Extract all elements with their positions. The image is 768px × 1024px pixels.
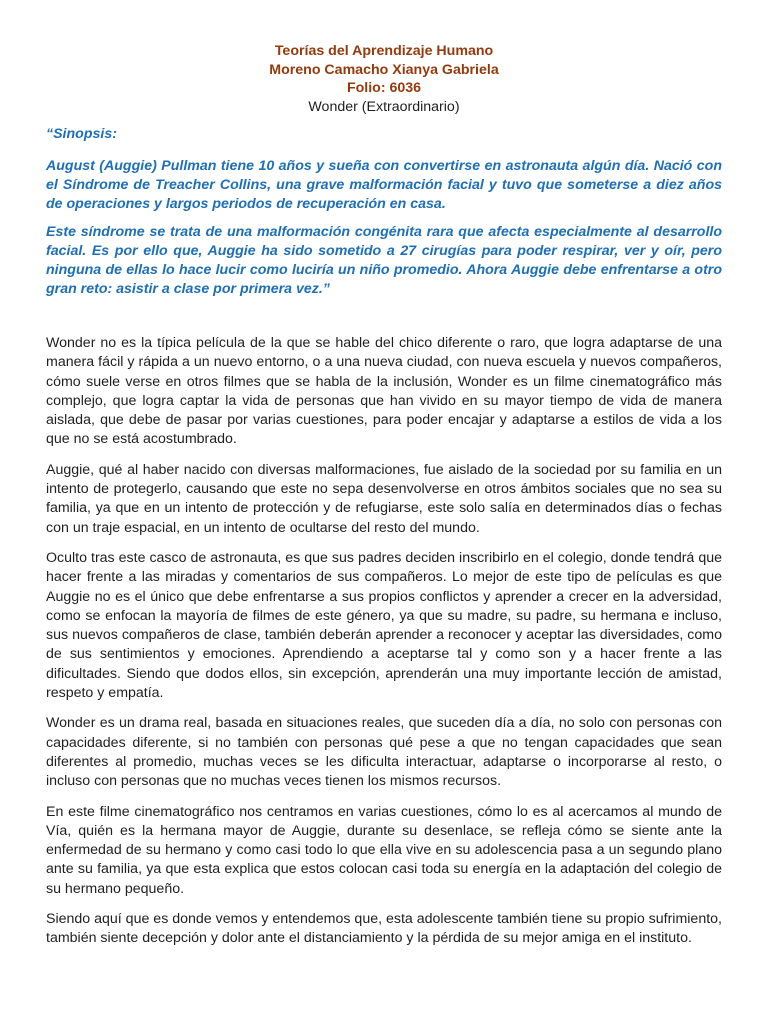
body-paragraph: Auggie, qué al haber nacido con diversas malformaciones, fue aislado de la sociedad por su familia en un intento de protegerlo, causando que este no sepa desenvolverse en otros ámbitos sociales que no sea su familia, ya que en un intento de protección y de refugiarse, este solo salía en determinados días o fechas con un traje espacial, en un intento de ocultarse del resto del mundo. [46, 461, 722, 536]
body-paragraph: Wonder es un drama real, basada en situaciones reales, que suceden día a día, no solo con personas con capacidades diferente, si no también con personas qué pese a que no tengan capacidades que sean diferentes al promedio, muchas veces se les dificulta interactuar, adaptarse o incorporarse al resto, o incluso con personas que no muchas veces tienen los mismos recursos. [46, 715, 722, 790]
course-title: Teorías del Aprendizaje Humano [274, 43, 494, 59]
synopsis-section [46, 125, 722, 299]
body-paragraph: En este filme cinematográfico nos centramos en varias cuestiones, cómo lo es al acercamos al mundo de Vía, quién es la hermana mayor de Auggie, durante su desenlace, se refleja cómo se siente ante la enfermedad de su hermano y como casi todo lo que ella vive en su adolescencia pasa a un segundo plano ante su familia, ya que esta explica que estos colocan casi toda su energía en la adaptación del colegio de su hermano pequeño. [46, 803, 722, 897]
document-header [46, 42, 722, 116]
film-title: Wonder (Extraordinario) [308, 98, 460, 115]
synopsis-paragraph: Este síndrome se trata de una malformación congénita rara que afecta especialmente al desarrollo facial. Es por ello que, Auggie ha sido sometido a 27 cirugías para poder respirar, ver y oír, pero ninguna de ellas lo hace lucir como luciría un niño promedio. Ahora Auggie debe enfrentarse a otro gran reto: asistir a clase por primera vez.” [46, 224, 722, 297]
document-page [46, 42, 722, 960]
body-paragraph: Wonder no es la típica película de la que se hable del chico diferente o raro, que logra adaptarse de una manera fácil y rápida a un nuevo entorno, o a una nueva ciudad, con nueva escuela y nuevos compañeros, cómo suele verse en otros filmes que se habla de la inclusión, Wonder es un filme cinematográfico más complejo, que logra captar la vida de personas que han vivido en su mayor tiempo de vida de manera aislada, que debe de pasar por varias cuestiones, para poder encajar y adaptarse a estilos de vida a los que no se está acostumbrado. [46, 335, 722, 448]
folio-number: Folio: 6036 [346, 80, 422, 96]
body-paragraph: Siendo aquí que es donde vemos y entendemos que, esta adolescente también tiene su propio sufrimiento, también siente decepción y dolor ante el distanciamiento y la pérdida de su mejor amiga en el instituto. [46, 911, 722, 947]
body-paragraph: Oculto tras este casco de astronauta, es que sus padres deciden inscribirlo en el colegio, donde tendrá que hacer frente a las miradas y comentarios de sus compañeros. Lo mejor de este tipo de películas es que Auggie no es el único que debe enfrentarse a sus propios conflictos y aprender a crecer en la adversidad, como se enfocan la mayoría de filmes de este género, ya que su madre, su padre, su hermana e incluso, sus nuevos compañeros de clase, también deberán aprender a reconocer y aceptar las diversidades, como de sus sentimientos y emociones. Aprendiendo a aceptarse tal y como son y a hacer frente a las dificultades. Siendo que dodos ellos, sin excepción, aprenderán una muy importante lección de amistad, respeto y empatía. [46, 549, 722, 702]
synopsis-heading: “Sinopsis: [46, 126, 117, 142]
review-body [46, 334, 722, 949]
author-name: Moreno Camacho Xianya Gabriela [269, 61, 499, 78]
synopsis-paragraph: August (Auggie) Pullman tiene 10 años y sueña con convertirse en astronauta algún día. Nació con el Síndrome de Treacher Collins, una grave malformación facial y tuvo que someterse a diez años de operaciones y largos periodos de recuperación en casa. [46, 158, 722, 212]
